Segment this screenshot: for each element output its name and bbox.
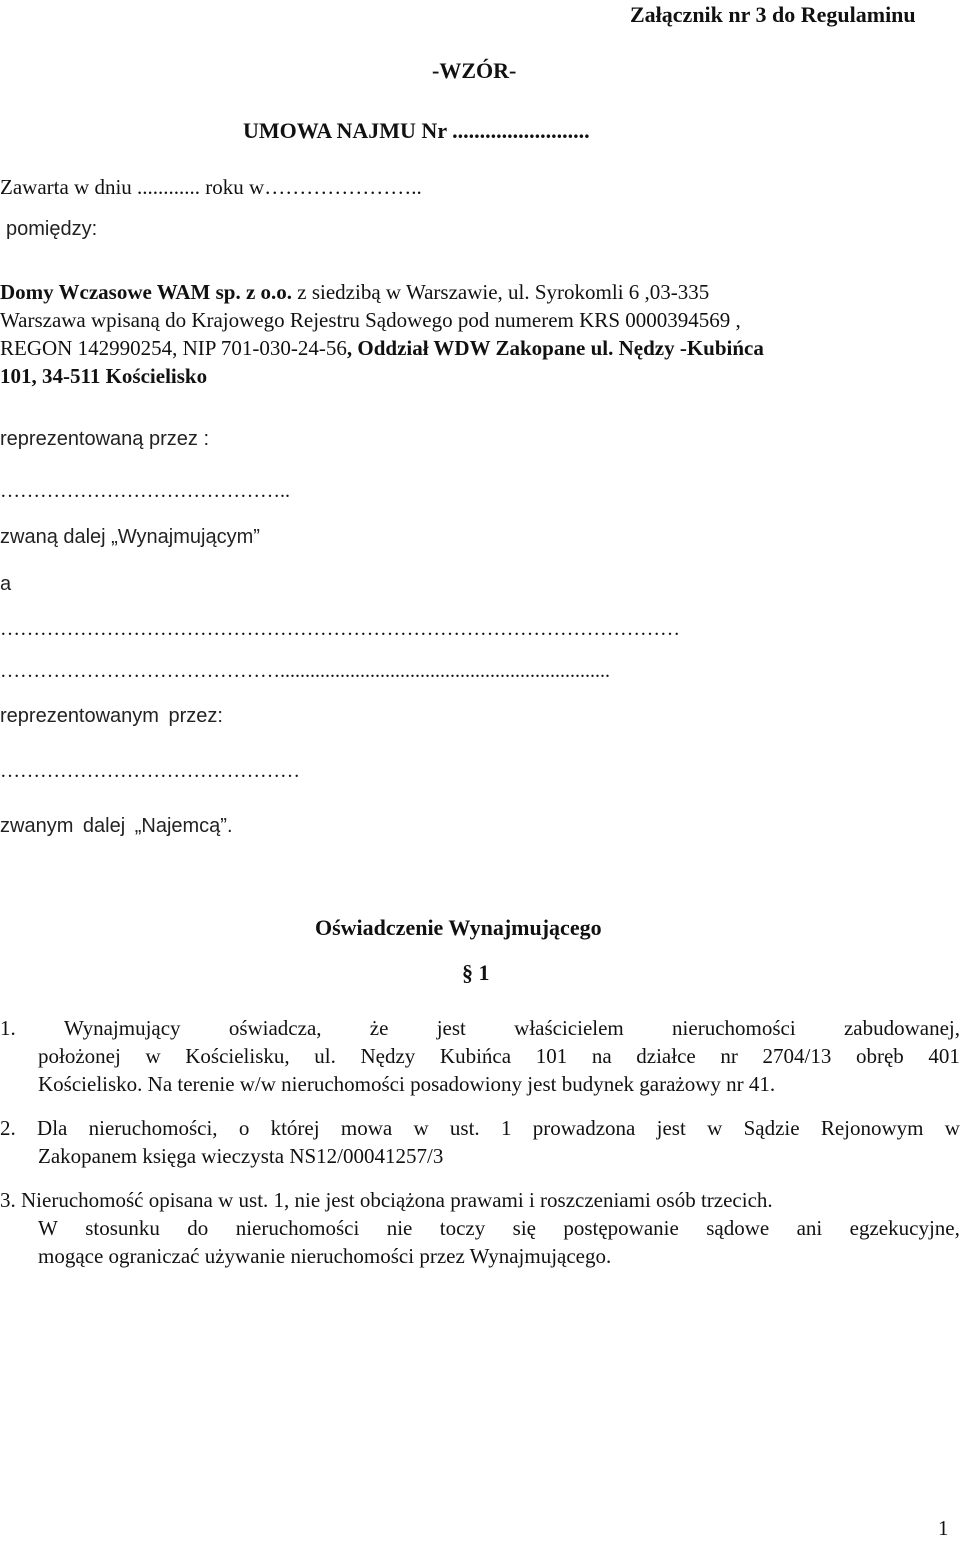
landlord-regon-nip: REGON 142990254, NIP 701-030-24-56 bbox=[0, 336, 347, 360]
clause-word: na bbox=[591, 1044, 612, 1068]
clause-1-line-2 bbox=[38, 1044, 960, 1068]
clause-word: w bbox=[944, 1116, 960, 1140]
clause-word: w bbox=[145, 1044, 161, 1068]
between-label: pomiędzy: bbox=[6, 218, 98, 240]
clause-word: toczy bbox=[439, 1216, 486, 1240]
clause-word: stosunku bbox=[85, 1216, 160, 1240]
template-label: -WZÓR- bbox=[432, 58, 517, 83]
paragraph-number: § 1 bbox=[462, 960, 490, 985]
clause-word: której bbox=[270, 1116, 320, 1140]
landlord-line-2: Warszawa wpisaną do Krajowego Rejestru Sądowego pod numerem KRS 0000394569 , bbox=[0, 308, 741, 332]
clause-word: 401 bbox=[928, 1044, 960, 1068]
clause-word: w bbox=[707, 1116, 723, 1140]
tenant-and-label: a bbox=[0, 573, 12, 595]
clause-word: o bbox=[238, 1116, 250, 1140]
clause-2-line-2: Zakopanem księga wieczysta NS12/00041257/3 bbox=[38, 1144, 444, 1168]
clause-word: nie bbox=[386, 1216, 413, 1240]
document-title-text: UMOWA NAJMU Nr ......................... bbox=[243, 118, 590, 143]
clause-word: ul. bbox=[314, 1044, 336, 1068]
clause-word: ani bbox=[796, 1216, 823, 1240]
landlord-called-label: zwaną dalej „Wynajmującym” bbox=[0, 526, 260, 548]
clause-word: się bbox=[512, 1216, 536, 1240]
clause-word: 2. bbox=[0, 1116, 16, 1140]
clause-word: nr bbox=[720, 1044, 738, 1068]
clause-word: nieruchomości, bbox=[88, 1116, 218, 1140]
clause-word: Wynajmujący bbox=[64, 1016, 181, 1040]
clause-word: oświadcza, bbox=[228, 1016, 322, 1040]
section-heading: Oświadczenie Wynajmującego bbox=[315, 915, 602, 940]
clause-word: ust. bbox=[449, 1116, 480, 1140]
clause-word: jest bbox=[436, 1016, 466, 1040]
clause-word: obręb bbox=[855, 1044, 904, 1068]
clause-word: mowa bbox=[340, 1116, 393, 1140]
clause-word: zabudowanej, bbox=[843, 1016, 960, 1040]
clause-word: egzekucyjne, bbox=[849, 1216, 960, 1240]
tenant-dots-line-1: ………………………………………………………………………………………… bbox=[0, 618, 680, 640]
landlord-address: z siedzibą w Warszawie, ul. Syrokomli 6 ,03-335 bbox=[292, 280, 710, 304]
attachment-label: Załącznik nr 3 do Regulaminu bbox=[630, 2, 916, 27]
clause-1-line-3: Kościelisko. Na terenie w/w nieruchomości posadowiony jest budynek garażowy nr 41. bbox=[38, 1072, 776, 1096]
landlord-represented-dots: …………………………………….. bbox=[0, 480, 290, 502]
landlord-line-1 bbox=[0, 280, 709, 304]
page-number: 1 bbox=[938, 1516, 949, 1540]
clause-word: właścicielem bbox=[514, 1016, 624, 1040]
landlord-line-3 bbox=[0, 336, 764, 360]
clause-word: Nędzy bbox=[360, 1044, 416, 1068]
clause-word: jest bbox=[656, 1116, 686, 1140]
clause-word: działce bbox=[636, 1044, 696, 1068]
clause-word: nieruchomości bbox=[235, 1216, 360, 1240]
clause-3-line-2 bbox=[38, 1216, 960, 1240]
clause-word: prowadzona bbox=[532, 1116, 636, 1140]
clause-word: Kubińca bbox=[439, 1044, 512, 1068]
clause-word: Dla bbox=[37, 1116, 68, 1140]
clause-1-line-1 bbox=[0, 1016, 960, 1040]
landlord-represented-label: reprezentowaną przez : bbox=[0, 428, 210, 450]
landlord-branch: , Oddział WDW Zakopane ul. Nędzy -Kubińca bbox=[346, 336, 764, 360]
clause-2-line-1 bbox=[0, 1116, 960, 1140]
clause-3-line-1: 3. Nieruchomość opisana w ust. 1, nie jest obciążona prawami i roszczeniami osób trzecich. bbox=[0, 1188, 773, 1212]
clause-word: w bbox=[413, 1116, 429, 1140]
clause-3-line-3: mogące ograniczać używanie nieruchomości przez Wynajmującego. bbox=[38, 1244, 612, 1268]
clause-word: Sądzie bbox=[743, 1116, 800, 1140]
clause-word: położonej bbox=[38, 1044, 121, 1068]
clause-word: postępowanie bbox=[563, 1216, 679, 1240]
clause-word: 1. bbox=[0, 1016, 16, 1040]
landlord-name: Domy Wczasowe WAM sp. z o.o. bbox=[0, 280, 293, 304]
clause-word: Rejonowym bbox=[820, 1116, 924, 1140]
tenant-called-label: zwanym dalej „Najemcą”. bbox=[0, 815, 233, 837]
document-title bbox=[243, 118, 590, 143]
clause-word: 2704/13 bbox=[762, 1044, 832, 1068]
clause-word: Kościelisku, bbox=[185, 1044, 290, 1068]
landlord-line-4: 101, 34-511 Kościelisko bbox=[0, 364, 208, 388]
clause-word: 101 bbox=[535, 1044, 568, 1068]
clause-word: nieruchomości bbox=[672, 1016, 796, 1040]
concluded-line: Zawarta w dniu ............ roku w………………….. bbox=[0, 175, 422, 199]
tenant-represented-label: reprezentowanym przez: bbox=[0, 705, 223, 727]
clause-word: do bbox=[187, 1216, 209, 1240]
clause-word: 1 bbox=[500, 1116, 512, 1140]
clause-word: sądowe bbox=[706, 1216, 770, 1240]
clause-word: W bbox=[38, 1216, 58, 1240]
tenant-represented-dots: ……………………………………… bbox=[0, 760, 300, 782]
clause-word: że bbox=[369, 1016, 389, 1040]
tenant-dots-line-2: …………………………………….................................................................. bbox=[0, 660, 610, 682]
